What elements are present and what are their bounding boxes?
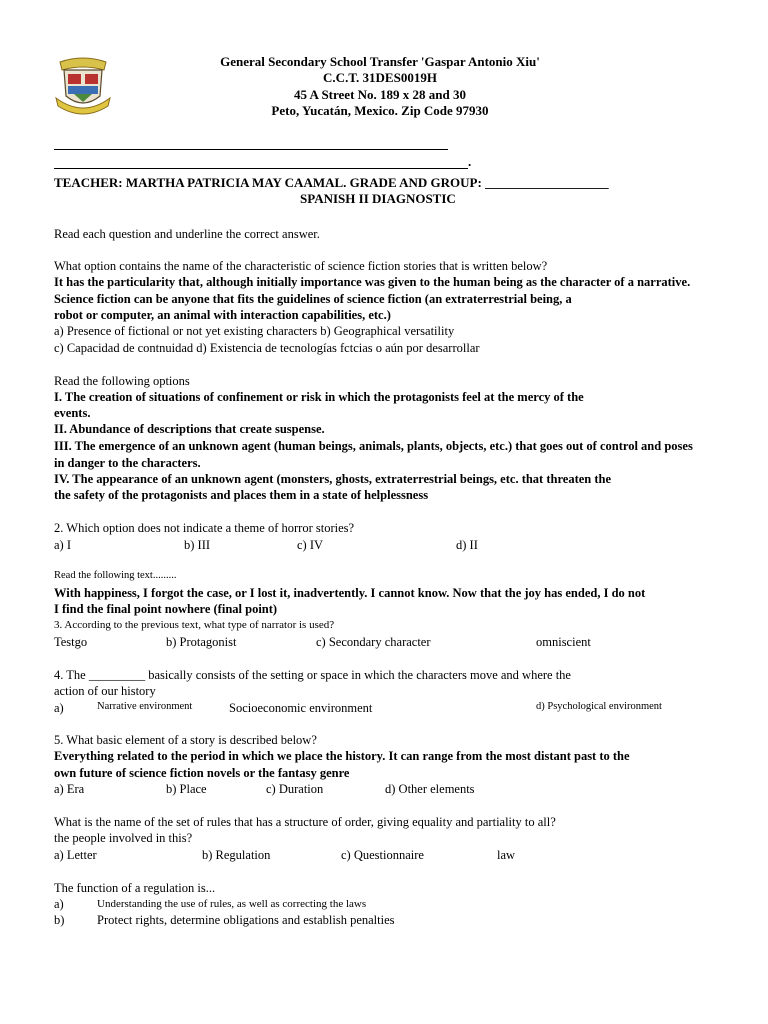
q6-question-cont: the people involved in this? [54,831,193,845]
q2-intro: Read the following options [54,374,190,388]
q1-options-ab: a) Presence of fictional or not yet existing characters b) Geographical versatility [54,324,455,338]
q5-answer-d[interactable]: d) Other elements [385,782,475,796]
q5-excerpt-1: Everything related to the period in which we place the history. It can range from the most distant past to the [54,749,630,763]
q3-answer-a[interactable]: Testgo [54,635,88,649]
blank-line-period: . [468,154,472,169]
exam-title: SPANISH II DIAGNOSTIC [300,191,456,206]
q4-answer-d[interactable]: d) Psychological environment [536,701,662,712]
q2-answer-d[interactable]: d) II [456,538,478,552]
school-cct: C.C.T. 31DES0019H [323,70,437,85]
q4-answer-c[interactable]: Socioeconomic environment [229,701,373,715]
school-city: Peto, Yucatán, Mexico. Zip Code 97930 [271,103,489,118]
q1-excerpt-3: robot or computer, an animal with interaction capabilities, etc.) [54,308,391,322]
q4-answer-a-letter[interactable]: a) [54,701,64,715]
q1-excerpt-1: It has the particularity that, although initially importance was given to the human being as the character of a narrative. [54,275,691,289]
q2-option-3-cont: in danger to the characters. [54,456,201,470]
q7-option-a[interactable]: Understanding the use of rules, as well as correcting the laws [97,898,367,910]
q3-answer-b[interactable]: b) Protagonist [166,635,237,649]
q2-option-1-cont: events. [54,406,91,420]
q2-option-2: II. Abundance of descriptions that create suspense. [54,422,325,436]
q3-answer-c[interactable]: c) Secondary character [316,635,431,649]
q6-answer-a[interactable]: a) Letter [54,848,97,862]
q5-answer-a[interactable]: a) Era [54,782,85,796]
q2-option-4-cont: the safety of the protagonists and places them in a state of helplessness [54,488,429,502]
q5-answer-b[interactable]: b) Place [166,782,207,796]
school-seal-logo [54,52,112,116]
q4-question-cont: action of our history [54,684,156,698]
q2-option-3: III. The emergence of an unknown agent (human beings, animals, plants, objects, etc.) that goes out of control and poses [54,439,693,453]
school-street: 45 A Street No. 189 x 28 and 30 [293,87,466,102]
name-blank-line-2 [54,168,468,169]
q5-answer-c[interactable]: c) Duration [266,782,324,796]
q1-question: What option contains the name of the characteristic of science fiction stories that is written below? [54,259,548,273]
q3-intro: Read the following text......... [54,570,177,581]
q3-question: 3. According to the previous text, what type of narrator is used? [54,619,335,631]
q6-answer-d[interactable]: law [497,848,516,862]
q3-excerpt-1: With happiness, I forgot the case, or I lost it, inadvertently. I cannot know. Now that the joy has ended, I do not [54,586,646,600]
school-name: General Secondary School Transfer 'Gaspar Antonio Xiu' [220,54,540,69]
q2-answer-b[interactable]: b) III [184,538,211,552]
q7-option-b-letter[interactable]: b) [54,913,65,927]
q2-answer-c[interactable]: c) IV [297,538,324,552]
q1-options-cd: c) Capacidad de contnuidad d) Existencia de tecnologías fctcias o aún por desarrollar [54,341,480,355]
q2-question: 2. Which option does not indicate a theme of horror stories? [54,521,355,535]
q2-option-1: I. The creation of situations of confinement or risk in which the protagonists feel at the mercy of the [54,390,584,404]
q3-answer-d[interactable]: omniscient [536,635,591,649]
q2-option-4: IV. The appearance of an unknown agent (monsters, ghosts, extraterrestrial beings, etc. that threaten the [54,472,612,486]
instructions: Read each question and underline the correct answer. [54,227,320,241]
q6-answer-b[interactable]: b) Regulation [202,848,271,862]
name-blank-line-1 [54,149,448,150]
q4-question: 4. The _________ basically consists of the setting or space in which the characters move and where the [54,668,571,682]
teacher-grade-line: TEACHER: MARTHA PATRICIA MAY CAAMAL. GRADE AND GROUP: ___________________ [54,175,609,190]
q6-question: What is the name of the set of rules that has a structure of order, giving equality and partiality to all? [54,815,556,829]
q6-answer-c[interactable]: c) Questionnaire [341,848,424,862]
q7-option-b[interactable]: Protect rights, determine obligations and establish penalties [97,913,395,927]
q5-question: 5. What basic element of a story is described below? [54,733,317,747]
q1-excerpt-2: Science fiction can be anyone that fits the guidelines of science fiction (an extraterrestrial being, a [54,292,572,306]
q2-answer-a[interactable]: a) I [54,538,71,552]
q3-excerpt-2: I find the final point nowhere (final point) [54,602,278,616]
q4-answer-a[interactable]: Narrative environment [97,701,193,712]
q7-question: The function of a regulation is... [54,881,216,895]
q5-excerpt-2: own future of science fiction novels or the fantasy genre [54,766,350,780]
q7-option-a-letter[interactable]: a) [54,897,64,911]
